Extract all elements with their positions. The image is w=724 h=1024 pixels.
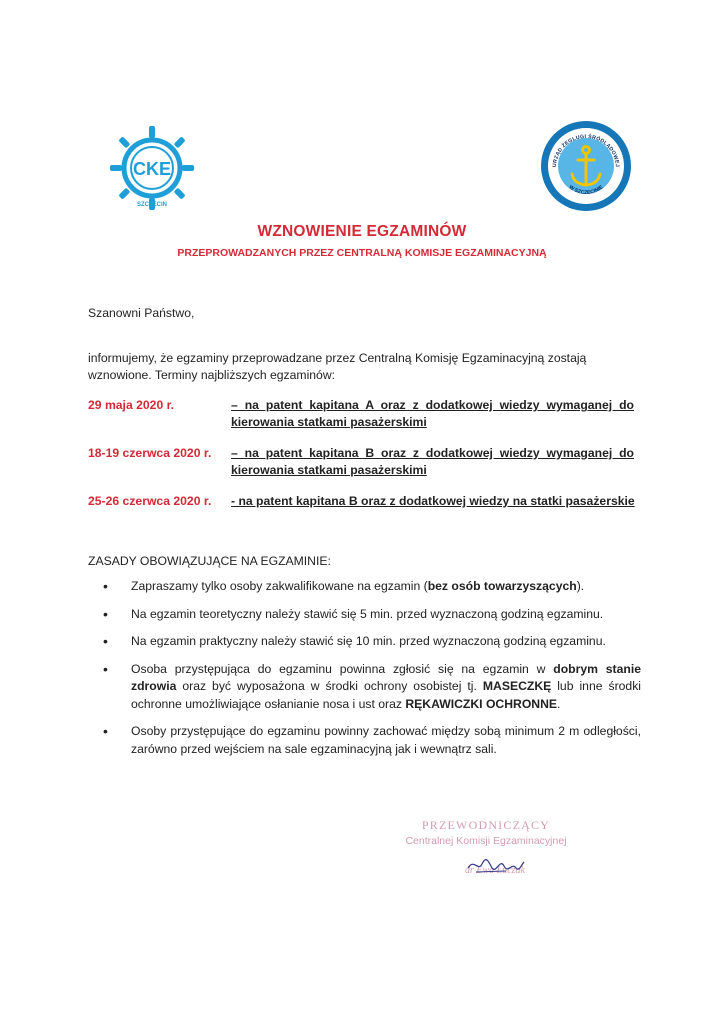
greeting: Szanowni Państwo, [88,306,195,320]
rule-text: Na egzamin teoretyczny należy stawić się 5 min. przed wyznaczoną godziną egzaminu. [131,606,604,621]
ues-logo-ring-top: URZĄD ŻEGLUGI ŚRÓDLĄDOWEJ [551,133,621,168]
rule-item [88,633,641,651]
rule-text: oraz być wyposażona w środki ochrony osobistej tj. [176,679,483,693]
rule-text: Osoba przystępująca do egzaminu powinna zgłosić się na egzamin w [131,661,554,676]
ues-logo [538,118,634,214]
stamp-subtitle: Centralnej Komisji Egzaminacyjnej [405,835,567,847]
rule-text: Osoby przystępujące do egzaminu powinny zachować między sobą minimum 2 m odległości, zarówno przed wejściem na sale egzaminacyjną jak i wewnątrz sali. [131,724,641,756]
stamp-name: dr Ewa Łuczak [465,865,525,876]
rule-item [88,723,641,758]
bullet-icon: • [103,578,108,594]
bullet-icon: • [103,660,108,677]
rule-text: . [557,696,561,711]
bullet-icon: • [103,723,108,739]
exam-term-date: 25-26 czerwca 2020 r. [88,494,212,508]
rule-emphasis: bez osób towarzyszących [427,579,577,593]
rule-text: lub inne środki ochronne umożliwiające osłanianie nosa i ust oraz [131,679,641,711]
rule-emphasis: dobrym stanie zdrowia [131,661,641,693]
rule-item [88,578,641,596]
exam-term-description: – na patent kapitana B oraz z dodatkowej wiedzy wymaganej do kierowania statkami pasażerskimi [231,446,634,477]
rule-text: ). [576,579,585,593]
exam-term-description: – na patent kapitana A oraz z dodatkowej wiedzy wymaganej do kierowania statkami pasażerskimi [231,398,634,429]
page-title: WZNOWIENIE EGZAMINÓW [257,223,467,240]
stamp-title: PRZEWODNICZĄCY [421,818,551,832]
intro-paragraph: informujemy, że egzaminy przeprowadzane przez Centralną Komisję Egzaminacyjną zostają wznowione. Terminy najbliższych egzaminów: [88,351,587,382]
rule-emphasis: RĘKAWICZKI OCHRONNE [405,696,558,711]
cke-logo-city: SZCZECIN [137,202,167,208]
bullet-icon: • [103,605,108,622]
exam-term-date: 29 maja 2020 r. [88,398,175,412]
page-subtitle: PRZEPROWADZANYCH PRZEZ CENTRALNĄ KOMISJE EGZAMINACYJNĄ [177,247,547,259]
exam-term-date: 18-19 czerwca 2020 r. [88,446,212,460]
bullet-icon: • [103,633,108,649]
ues-logo-ring-bottom: W SZCZECINIE [567,184,605,197]
rules-heading: ZASADY OBOWIĄZUJĄCE NA EGZAMINIE: [88,554,331,568]
cke-logo-text: CKE [132,159,172,179]
rule-text: Zapraszamy tylko osoby zakwalifikowane na egzamin ( [131,579,428,593]
exam-term-description: - na patent kapitana B oraz z dodatkowej wiedzy na statki pasażerskie [231,494,635,508]
rule-emphasis: MASECZKĘ [482,679,552,693]
rule-item [88,661,641,714]
rules-list [88,578,641,768]
signature-icon [466,854,526,876]
rule-item [88,606,641,624]
cke-logo [106,122,198,214]
rule-text: Na egzamin praktyczny należy stawić się 10 min. przed wyznaczoną godziną egzaminu. [131,634,606,648]
